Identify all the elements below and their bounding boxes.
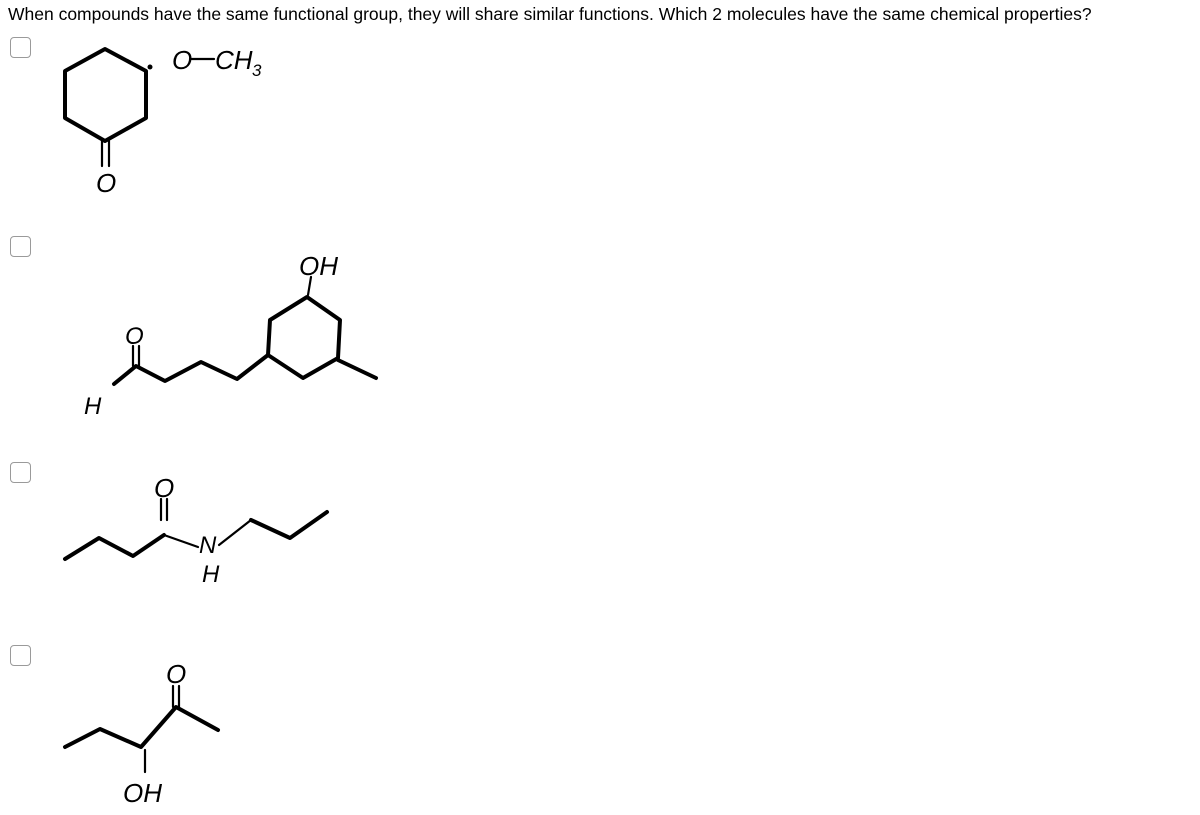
ketone-oxygen-label: O — [166, 659, 187, 689]
amide-nitrogen-label: N — [199, 532, 217, 559]
acyl-chain — [65, 535, 164, 559]
hydroxyl-label-4: OH — [123, 778, 162, 808]
option-4-checkbox[interactable] — [10, 645, 31, 666]
hydroxyl-label: OH — [299, 251, 338, 281]
aldehyde-oxygen-label: O — [125, 323, 144, 350]
option-2-checkbox[interactable] — [10, 236, 31, 257]
molecule-1-structure — [65, 45, 262, 198]
carbon-chain — [65, 707, 218, 747]
amide-cn-bond — [164, 535, 198, 547]
carbonyl-oxygen-label: O — [96, 168, 117, 198]
amine-alkyl-bond — [219, 520, 251, 545]
methyl-bond — [338, 360, 376, 378]
option-3-checkbox[interactable] — [10, 462, 31, 483]
methyl-subscript: 3 — [252, 61, 262, 80]
hydroxyl-bond — [308, 277, 311, 295]
molecule-2-structure — [84, 251, 376, 420]
question-text: When compounds have the same functional group, they will share similar functions. Which 2 molecules have the same chemical properties? — [8, 4, 1092, 24]
ether-oxygen-label: O — [172, 45, 193, 75]
molecule-3-structure — [65, 473, 327, 588]
amide-oxygen-label: O — [154, 473, 175, 503]
cyclohexane-ring-1 — [65, 49, 146, 141]
aldehyde-hydrogen-label: H — [84, 393, 102, 420]
bond-dot — [148, 65, 153, 70]
molecule-4-structure — [65, 659, 218, 808]
cyclohexane-ring-2 — [268, 297, 340, 378]
n-alkyl-chain — [251, 512, 327, 538]
methyl-label: CH — [215, 45, 253, 75]
alkyl-chain — [114, 355, 268, 384]
amide-hydrogen-label: H — [202, 561, 220, 588]
option-1-checkbox[interactable] — [10, 37, 31, 58]
